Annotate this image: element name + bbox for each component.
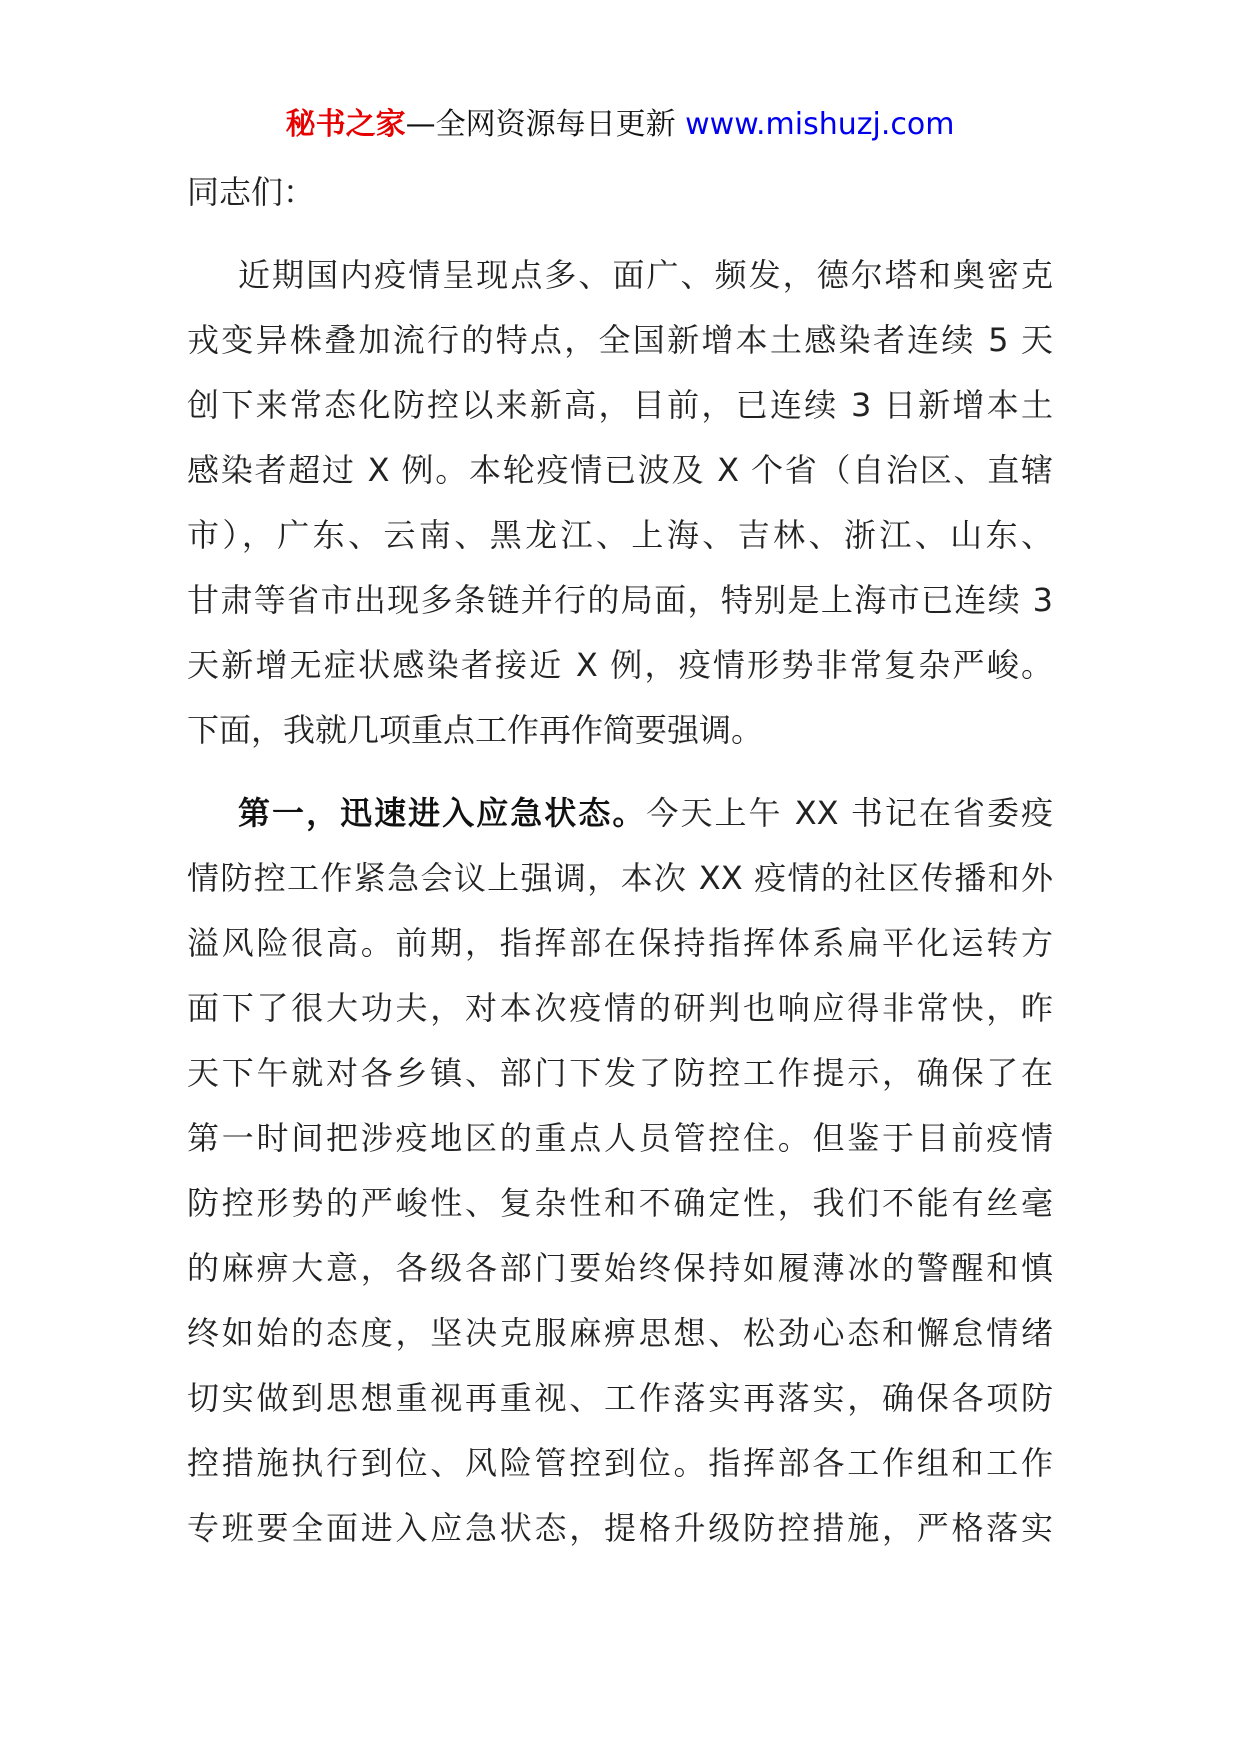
text-line: 市），广东、云南、黑龙江、上海、吉林、浙江、山东、 [187,516,1053,554]
text-line: 溢风险很高。前期，指挥部在保持指挥体系扁平化运转方 [187,924,1053,962]
text-line: 天下午就对各乡镇、部门下发了防控工作提示，确保了在 [187,1054,1053,1092]
document-body [187,160,1053,1561]
text-line [187,781,1053,846]
brand-name: 秘书之家 [285,107,406,142]
text-line: 的麻痹大意，各级各部门要始终保持如履薄冰的警醒和慎 [187,1249,1053,1287]
text-line: 防控形势的严峻性、复杂性和不确定性，我们不能有丝毫 [187,1184,1053,1222]
text-line: 第一时间把涉疫地区的重点人员管控住。但鉴于目前疫情 [187,1119,1053,1157]
text-line: 切实做到思想重视再重视、工作落实再落实，确保各项防 [187,1379,1053,1417]
text-line: 下面，我就几项重点工作再作简要强调。 [187,711,764,749]
text-line: 甘肃等省市出现多条链并行的局面，特别是上海市已连续 3 [187,581,1053,619]
paragraph-1 [187,243,1053,763]
text-line: 面下了很大功夫，对本次疫情的研判也响应得非常快，昨 [187,989,1053,1027]
site-link[interactable]: www.mishuzj.com [685,107,955,142]
text-line: 终如始的态度，坚决克服麻痹思想、松劲心态和懈怠情绪 [187,1314,1053,1352]
section-heading: 第一，迅速进入应急状态。 [238,794,647,832]
text-line: 天新增无症状感染者接近 X 例，疫情形势非常复杂严峻。 [187,646,1053,684]
text-line: 戎变异株叠加流行的特点，全国新增本土感染者连续 5 天 [187,321,1053,359]
text-span: 今天上午 XX 书记在省委疫 [646,794,1053,832]
text-line: 近期国内疫情呈现点多、面广、频发，德尔塔和奥密克 [238,256,1053,294]
text-line: 创下来常态化防控以来新高，目前，已连续 3 日新增本土 [187,386,1053,424]
salutation: 同志们： [187,173,316,211]
site-header [0,103,1240,147]
paragraph-2 [187,781,1053,1561]
text-line: 控措施执行到位、风险管控到位。指挥部各工作组和工作 [187,1444,1053,1482]
header-tagline: —全网资源每日更新 [405,107,676,142]
text-line: 情防控工作紧急会议上强调，本次 XX 疫情的社区传播和外 [187,859,1053,897]
text-line: 专班要全面进入应急状态，提格升级防控措施，严格落实 [187,1509,1053,1547]
text-line: 感染者超过 X 例。本轮疫情已波及 X 个省（自治区、直辖 [187,451,1053,489]
